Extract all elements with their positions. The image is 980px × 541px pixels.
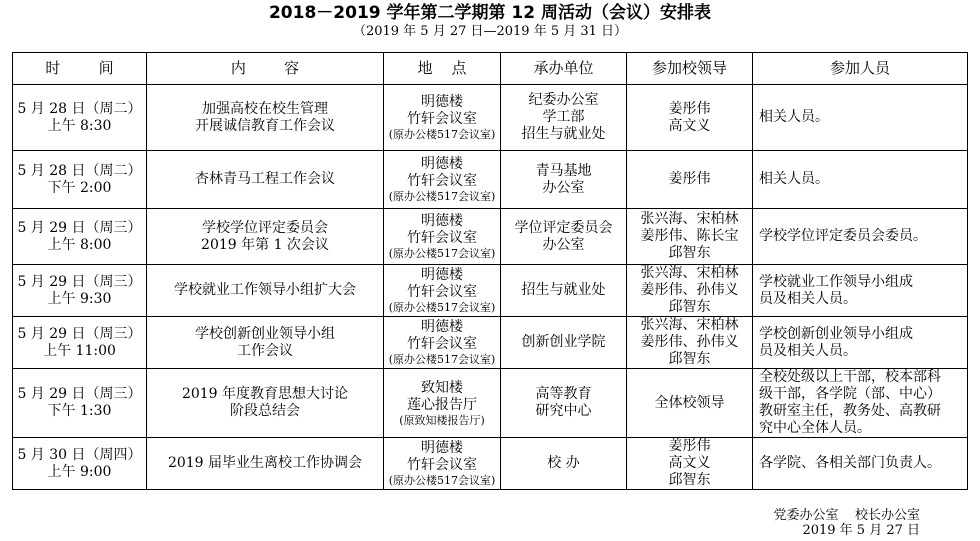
leader-line: 姜彤伟 <box>668 438 711 454</box>
content-cell <box>147 317 384 369</box>
content-line: 2019 届毕业生离校工作协调会 <box>167 455 363 471</box>
table-row <box>13 85 968 151</box>
leaders-cell <box>627 317 753 369</box>
header-leaders: 参加校领导 <box>627 53 753 85</box>
organizer-line: 青马基地 <box>535 162 592 179</box>
content-cell <box>147 151 384 209</box>
leader-line: 张兴海、宋柏林 <box>640 317 739 333</box>
location-cell <box>384 209 501 265</box>
location-cell <box>384 369 501 438</box>
leader-line: 高文义 <box>668 117 711 134</box>
content-cell <box>147 85 384 151</box>
time-text: 上午 9:30 <box>47 290 112 307</box>
location-cell <box>384 85 501 151</box>
leader-line: 邱智东 <box>668 245 711 261</box>
content-line: 2019 年第 1 次会议 <box>201 236 329 253</box>
leader-line: 邱智东 <box>668 472 711 488</box>
location-note: (原办公楼517会议室) <box>388 247 496 260</box>
content-line: 加强高校在校生管理 <box>202 100 328 117</box>
content-cell <box>147 209 384 265</box>
location-cell <box>384 317 501 369</box>
footer-offices: 党委办公室 校长办公室 <box>773 508 920 523</box>
content-line: 学校创新创业领导小组 <box>195 325 335 342</box>
organizer-line: 招生与就业处 <box>521 282 606 298</box>
leader-line: 姜彤伟 <box>668 100 711 117</box>
member-line: 级干部，各学院（部、中心） <box>759 386 941 402</box>
member-line: 学校学位评定委员会委员。 <box>759 228 927 244</box>
members-cell <box>753 151 968 209</box>
table-header-row <box>13 53 968 85</box>
member-line: 相关人员。 <box>759 109 829 125</box>
organizer-cell <box>501 85 627 151</box>
member-line: 学校就业工作领导小组成 <box>759 273 913 290</box>
leader-line: 姜彤伟、孙伟义 <box>640 334 739 350</box>
organizer-line: 办公室 <box>542 179 585 196</box>
member-line: 员及相关人员。 <box>759 342 857 359</box>
leaders-cell <box>627 438 753 490</box>
location-line: 明德楼 <box>421 94 463 110</box>
location-cell <box>384 265 501 317</box>
organizer-line: 研究中心 <box>535 403 592 419</box>
content-line: 开展诚信教育工作会议 <box>195 117 335 134</box>
leader-line: 高文义 <box>668 455 711 471</box>
content-line: 学校就业工作领导小组扩大会 <box>174 282 356 298</box>
header-content: 内 容 <box>147 53 384 85</box>
content-cell <box>147 438 384 490</box>
location-line: 竹轩会议室 <box>407 457 477 473</box>
schedule-table <box>12 52 968 490</box>
date-text: 5 月 30 日（周四） <box>17 446 142 463</box>
leader-line: 姜彤伟、孙伟义 <box>640 282 739 298</box>
date-text: 5 月 29 日（周三） <box>17 386 142 402</box>
time-text: 上午 8:30 <box>47 117 112 134</box>
organizer-line: 学工部 <box>542 109 585 125</box>
members-cell <box>753 438 968 490</box>
table-row <box>13 265 968 317</box>
footer-date: 2019 年 5 月 27 日 <box>802 523 920 538</box>
location-line: 莲心报告厅 <box>407 396 477 413</box>
members-cell <box>753 209 968 265</box>
time-cell <box>13 85 147 151</box>
member-line: 教研室主任，教务处、高教研 <box>759 403 941 419</box>
member-line: 全校处级以上干部，校本部科 <box>759 369 941 385</box>
content-line: 杏林青马工程工作会议 <box>195 171 335 187</box>
time-cell <box>13 151 147 209</box>
time-text: 上午 11:00 <box>43 342 116 359</box>
members-cell <box>753 369 968 438</box>
time-cell <box>13 209 147 265</box>
member-line: 究中心全体人员。 <box>759 420 871 436</box>
table-row <box>13 369 968 438</box>
table-row <box>13 209 968 265</box>
organizer-cell <box>501 438 627 490</box>
header-location: 地 点 <box>384 53 501 85</box>
date-text: 5 月 28 日（周二） <box>17 162 142 179</box>
leader-line: 全体校领导 <box>654 394 725 411</box>
leader-line: 邱智东 <box>668 351 711 367</box>
time-text: 下午 2:00 <box>47 179 112 196</box>
organizer-cell <box>501 209 627 265</box>
location-note: (原办公楼517会议室) <box>388 128 496 141</box>
page-subtitle: （2019 年 5 月 27 日—2019 年 5 月 31 日） <box>352 24 628 39</box>
time-text: 上午 8:00 <box>47 236 112 253</box>
content-line: 阶段总结会 <box>230 403 300 419</box>
members-cell <box>753 85 968 151</box>
time-cell <box>13 317 147 369</box>
location-note: (原办公楼517会议室) <box>388 353 496 366</box>
content-cell <box>147 265 384 317</box>
time-text: 上午 9:00 <box>47 463 112 480</box>
organizer-line: 招生与就业处 <box>521 126 606 142</box>
table-row <box>13 438 968 490</box>
members-cell <box>753 317 968 369</box>
leaders-cell <box>627 369 753 438</box>
leader-line: 邱智东 <box>668 299 711 315</box>
location-cell <box>384 151 501 209</box>
table-row <box>13 151 968 209</box>
member-line: 学校创新创业领导小组成 <box>759 325 913 342</box>
organizer-cell <box>501 369 627 438</box>
organizer-line: 创新创业学院 <box>521 334 606 350</box>
location-note: (原致知楼报告厅) <box>399 413 485 427</box>
leaders-cell <box>627 209 753 265</box>
date-text: 5 月 29 日（周三） <box>17 273 142 290</box>
leaders-cell <box>627 265 753 317</box>
date-text: 5 月 28 日（周二） <box>17 100 142 117</box>
date-text: 5 月 29 日（周三） <box>17 219 142 236</box>
member-line: 员及相关人员。 <box>759 290 857 307</box>
header-organizer: 承办单位 <box>501 53 627 85</box>
location-note: (原办公楼517会议室) <box>388 190 496 203</box>
leaders-cell <box>627 151 753 209</box>
location-line: 竹轩会议室 <box>407 284 477 300</box>
date-text: 5 月 29 日（周三） <box>17 325 142 342</box>
table-row <box>13 317 968 369</box>
organizer-cell <box>501 317 627 369</box>
organizer-cell <box>501 151 627 209</box>
leader-line: 姜彤伟 <box>668 171 711 187</box>
organizer-cell <box>501 265 627 317</box>
leader-line: 姜彤伟、陈长宝 <box>640 228 739 244</box>
time-cell <box>13 438 147 490</box>
location-cell <box>384 438 501 490</box>
organizer-line: 学位评定委员会 <box>514 219 613 236</box>
leader-line: 张兴海、宋柏林 <box>640 211 739 227</box>
location-line: 竹轩会议室 <box>407 111 477 127</box>
location-line: 明德楼 <box>421 156 463 172</box>
location-note: (原办公楼517会议室) <box>388 301 496 314</box>
location-line: 明德楼 <box>421 440 463 456</box>
page-title: 2018－2019 学年第二学期第 12 周活动（会议）安排表 <box>268 3 712 23</box>
members-cell <box>753 265 968 317</box>
content-line: 2019 年度教育思想大讨论 <box>181 386 349 402</box>
location-note: (原办公楼517会议室) <box>388 474 496 487</box>
leader-line: 张兴海、宋柏林 <box>640 265 739 281</box>
header-time: 时 间 <box>13 53 147 85</box>
time-cell <box>13 369 147 438</box>
leaders-cell <box>627 85 753 151</box>
member-line: 相关人员。 <box>759 171 829 187</box>
location-line: 明德楼 <box>421 267 463 283</box>
content-cell <box>147 369 384 438</box>
location-line: 明德楼 <box>421 319 463 335</box>
location-line: 致知楼 <box>421 379 463 396</box>
content-line: 工作会议 <box>237 342 293 359</box>
organizer-line: 高等教育 <box>535 386 592 402</box>
location-line: 竹轩会议室 <box>407 336 477 352</box>
location-line: 明德楼 <box>421 213 463 229</box>
content-line: 学校学位评定委员会 <box>202 219 328 236</box>
location-line: 竹轩会议室 <box>407 230 477 246</box>
location-line: 竹轩会议室 <box>407 173 477 189</box>
organizer-line: 纪委办公室 <box>528 92 599 108</box>
time-cell <box>13 265 147 317</box>
organizer-line: 校 办 <box>547 455 580 471</box>
member-line: 各学院、各相关部门负责人。 <box>759 455 941 471</box>
organizer-line: 办公室 <box>542 236 585 253</box>
time-text: 下午 1:30 <box>47 403 112 419</box>
header-members: 参加人员 <box>753 53 968 85</box>
